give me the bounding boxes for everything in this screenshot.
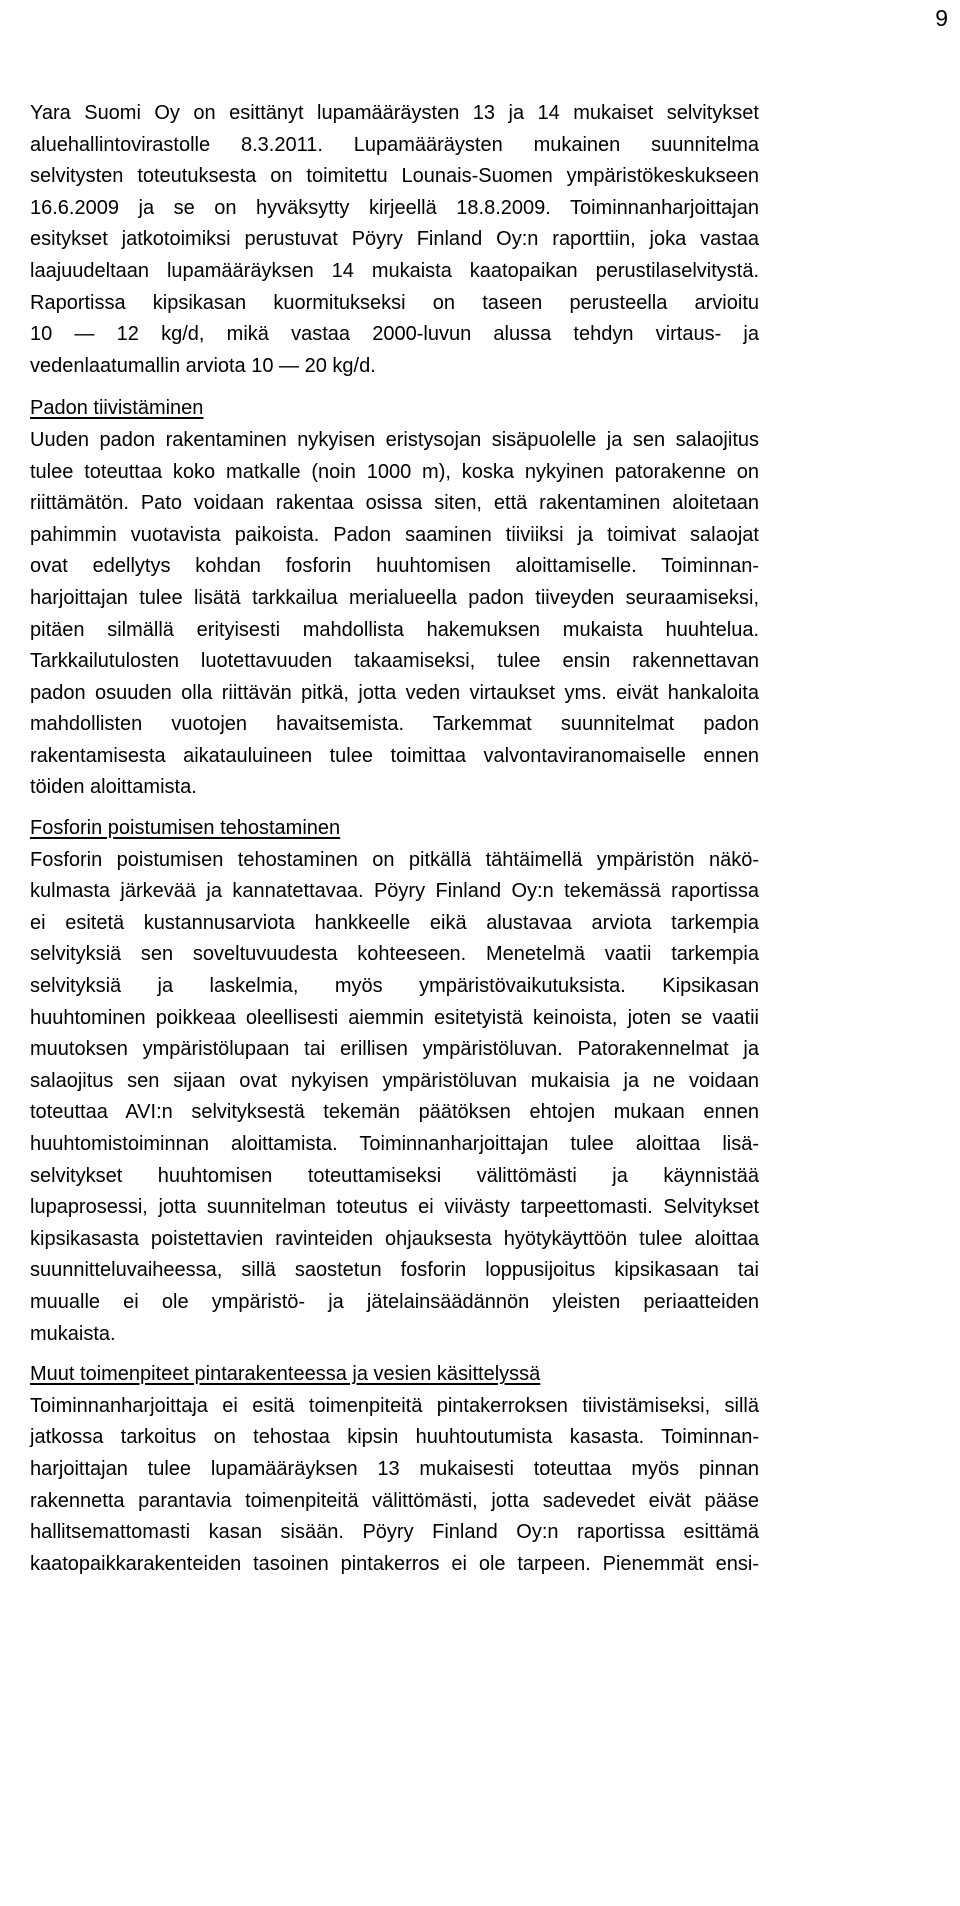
text-line: kaatopaikkarakenteiden tasoinen pintakerros ei ole tarpeen. Pienemmät ensi- — [30, 1552, 759, 1575]
section-heading: Padon tiivistäminen — [30, 397, 204, 420]
text-line: mahdollisten vuotojen havaitsemista. Tarkemmat suunnitelmat padon — [30, 713, 759, 736]
text-line: harjoittajan tulee lisätä tarkkailua merialueella padon tiiveyden seuraamiseksi, — [30, 586, 759, 609]
text-line: kipsikasasta poistettavien ravinteiden ohjauksesta hyötykäyttöön tulee aloittaa — [30, 1227, 759, 1250]
text-line: suunnitteluvaiheessa, sillä saostetun fosforin loppusijoitus kipsikasaan tai — [30, 1259, 759, 1282]
text-line: riittämätön. Pato voidaan rakentaa osissa siten, että rakentaminen aloitetaan — [30, 492, 759, 515]
text-line: Raportissa kipsikasan kuormitukseksi on taseen perusteella arvioitu — [30, 291, 759, 314]
paragraph-lines — [30, 98, 759, 382]
text-line: lupaprosessi, jotta suunnitelman toteutus ei viivästy tarpeettomasti. Selvitykset — [30, 1196, 759, 1219]
text-line: pahimmin vuotavista paikoista. Padon saaminen tiiviiksi ja toimivat salaojat — [30, 523, 759, 546]
text-line: muutoksen ympäristölupaan tai erillisen ympäristöluvan. Patorakennelmat ja — [30, 1038, 759, 1061]
text-line: esitykset jatkotoimiksi perustuvat Pöyry Finland Oy:n raporttiin, joka vastaa — [30, 228, 759, 251]
text-line: Tarkkailutulosten luotettavuuden takaamiseksi, tulee ensin rakennettavan — [30, 650, 759, 673]
paragraph-lines — [30, 1391, 759, 1581]
text-line: huuhtomistoiminnan aloittamista. Toiminnanharjoittajan tulee aloittaa lisä- — [30, 1133, 759, 1155]
page-number: 9 — [935, 5, 948, 31]
text-line: 16.6.2009 ja se on hyväksytty kirjeellä 18.8.2009. Toiminnanharjoittajan — [30, 196, 759, 219]
text-line: Uuden padon rakentaminen nykyisen eristysojan sisäpuolelle ja sen salaojitus — [30, 428, 759, 451]
paragraph-lines — [30, 425, 759, 804]
paragraph-lines — [30, 845, 759, 1351]
text-line: pitäen silmällä erityisesti mahdollista hakemuksen mukaista huuhtelua. — [30, 618, 759, 641]
text-line: selvitykset huuhtomisen toteuttamiseksi välittömästi ja käynnistää — [30, 1164, 759, 1187]
text-line: rakentamisesta aikatauluineen tulee toimittaa valvontaviranomaiselle ennen — [30, 744, 759, 767]
text-line: muualle ei ole ympäristö- ja jätelainsäädännön yleisten periaatteiden — [30, 1290, 759, 1313]
text-line: mukaista. — [30, 1322, 116, 1345]
text-line: kulmasta järkevää ja kannatettavaa. Pöyry Finland Oy:n tekemässä raportissa — [30, 880, 759, 903]
text-line: selvityksiä ja laskelmia, myös ympäristövaikutuksista. Kipsikasan — [30, 975, 759, 998]
text-line: huuhtominen poikkeaa oleellisesti aiemmin esitetyistä keinoista, joten se vaatii — [30, 1006, 759, 1029]
text-line: toteuttaa AVI:n selvityksestä tekemän päätöksen ehtojen mukaan ennen — [30, 1101, 759, 1124]
text-line: 10 — 12 kg/d, mikä vastaa 2000-luvun alussa tehdyn virtaus- ja — [30, 323, 759, 346]
text-line: ei esitetä kustannusarviota hankkeelle eikä alustavaa arviota tarkempia — [30, 911, 759, 934]
text-line: aluehallintovirastolle 8.3.2011. Lupamääräysten mukainen suunnitelma — [30, 133, 759, 156]
text-line: vedenlaatumallin arviota 10 — 20 kg/d. — [30, 354, 376, 377]
text-line: padon osuuden olla riittävän pitkä, jotta veden virtaukset yms. eivät hankaloita — [30, 681, 759, 704]
text-line: Fosforin poistumisen tehostaminen on pitkällä tähtäimellä ympäristön näkö- — [30, 848, 759, 871]
section-heading: Fosforin poistumisen tehostaminen — [30, 817, 341, 840]
section-padon-tiivistaminen — [30, 393, 759, 804]
section-fosforin-poistumisen-tehostaminen — [30, 813, 759, 1350]
text-line: hallitsemattomasti kasan sisään. Pöyry Finland Oy:n raportissa esittämä — [30, 1521, 759, 1544]
text-line: Toiminnanharjoittaja ei esitä toimenpiteitä pintakerroksen tiivistämiseksi, sillä — [30, 1394, 759, 1417]
text-line: laajuudeltaan lupamääräyksen 14 mukaista kaatopaikan perustilaselvitystä. — [30, 259, 759, 282]
text-line: töiden aloittamista. — [30, 776, 197, 799]
section-intro — [30, 98, 759, 382]
text-line: rakennetta parantavia toimenpiteitä välittömästi, jotta sadevedet eivät pääse — [30, 1489, 759, 1512]
text-line: selvityksiä sen soveltuvuudesta kohteeseen. Menetelmä vaatii tarkempia — [30, 943, 759, 966]
document-body — [30, 98, 759, 1580]
text-line: jatkossa tarkoitus on tehostaa kipsin huuhtoutumista kasasta. Toiminnan- — [30, 1426, 759, 1449]
text-line: selvitysten toteutuksesta on toimitettu Lounais-Suomen ympäristökeskukseen — [30, 165, 759, 188]
text-line: salaojitus sen sijaan ovat nykyisen ympäristöluvan mukaisia ja ne voidaan — [30, 1069, 759, 1092]
text-line: harjoittajan tulee lupamääräyksen 13 mukaisesti toteuttaa myös pinnan — [30, 1457, 759, 1480]
text-line: tulee toteuttaa koko matkalle (noin 1000 m), koska nykyinen patorakenne on — [30, 460, 759, 483]
text-line: Yara Suomi Oy on esittänyt lupamääräysten 13 ja 14 mukaiset selvitykset — [30, 102, 759, 124]
section-muut-toimenpiteet — [30, 1359, 759, 1580]
text-line: ovat edellytys kohdan fosforin huuhtomisen aloittamiselle. Toiminnan- — [30, 555, 759, 578]
section-heading: Muut toimenpiteet pintarakenteessa ja vesien käsittelyssä — [30, 1363, 541, 1386]
